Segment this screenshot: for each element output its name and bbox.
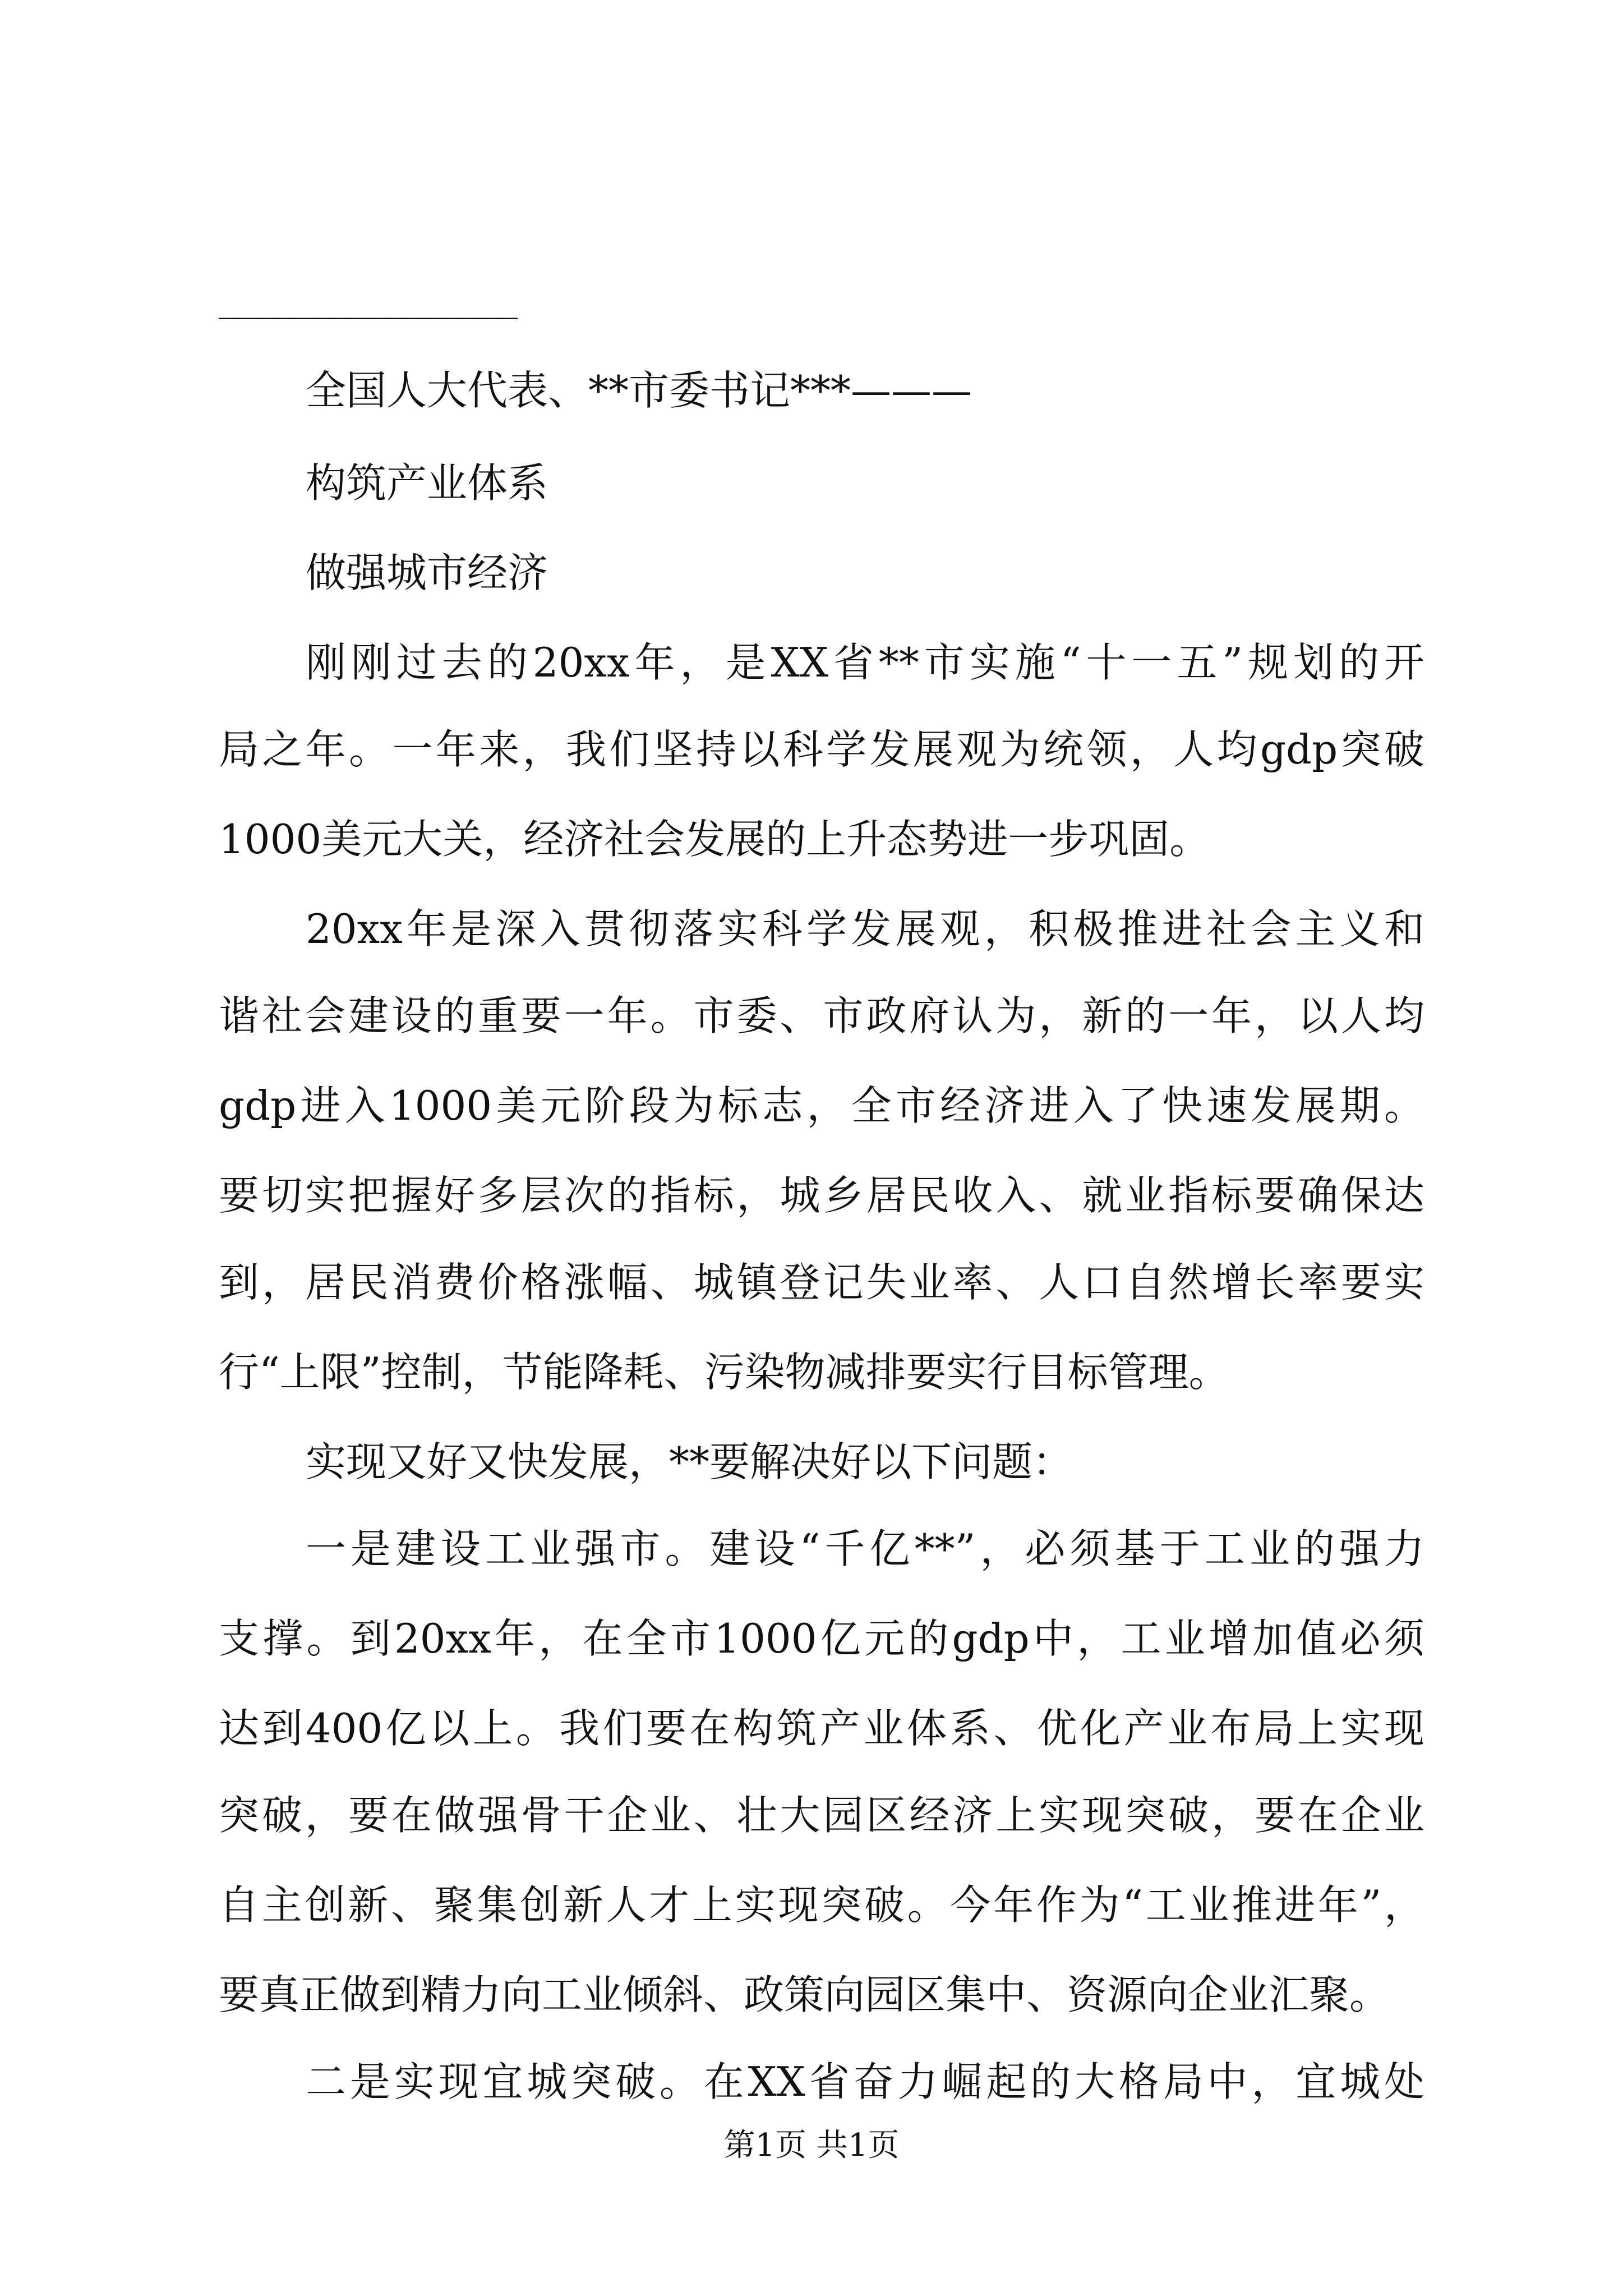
paragraph-4-line-6: 要真正做到精力向工业倾斜、政策向园区集中、资源向企业汇聚。 [219,1971,1390,2018]
paragraph-2-line-3: gdp进入1000美元阶段为标志，全市经济进入了快速发展期。 [219,1082,1424,1129]
paragraph-2-line-5: 到，居民消费价格涨幅、城镇登记失业率、人口自然增长率要实 [219,1259,1424,1306]
paragraph-2-line-1: 20xx年是深入贯彻落实科学发展观，积极推进社会主义和 [306,905,1424,953]
paragraph-2-line-2: 谐社会建设的重要一年。市委、市政府认为，新的一年，以人均 [219,992,1424,1039]
paragraph-1-line-3: 1000美元大关，经济社会发展的上升态势进一步巩固。 [219,816,1210,863]
paragraph-2-line-6: 行“上限”控制，节能降耗、污染物减排要实行目标管理。 [219,1349,1229,1396]
paragraph-1-line-1: 刚刚过去的20xx年，是XX省**市实施“十一五”规划的开 [306,639,1424,686]
paragraph-3-line-1: 实现又好又快发展，**要解决好以下问题： [306,1438,1073,1485]
paragraph-4-line-2: 支撑。到20xx年，在全市1000亿元的gdp中，工业增加值必须 [219,1615,1424,1662]
paragraph-4-line-5: 自主创新、聚集创新人才上实现突破。今年作为“工业推进年”， [219,1881,1424,1929]
paragraph-5-line-1: 二是实现宜城突破。在XX省奋力崛起的大格局中，宜城处 [306,2058,1424,2105]
separator-line: ________________ [219,280,516,320]
page-number-footer: 第1页 共1页 [723,2127,900,2164]
paragraph-4-line-4: 突破，要在做强骨干企业、壮大园区经济上实现突破，要在企业 [219,1792,1424,1839]
paragraph-4-line-1: 一是建设工业强市。建设“千亿**”，必须基于工业的强力 [306,1525,1424,1572]
paragraph-2-line-4: 要切实把握好多层次的指标，城乡居民收入、就业指标要确保达 [219,1172,1424,1219]
paragraph-4-line-3: 达到400亿以上。我们要在构筑产业体系、优化产业布局上实现 [219,1705,1424,1752]
heading-line-title-2: 做强城市经济 [306,549,548,596]
paragraph-1-line-2: 局之年。一年来，我们坚持以科学发展观为统领，人均gdp突破 [219,726,1424,773]
heading-line-author: 全国人大代表、**市委书记***——— [306,367,972,414]
heading-line-title-1: 构筑产业体系 [306,459,548,507]
